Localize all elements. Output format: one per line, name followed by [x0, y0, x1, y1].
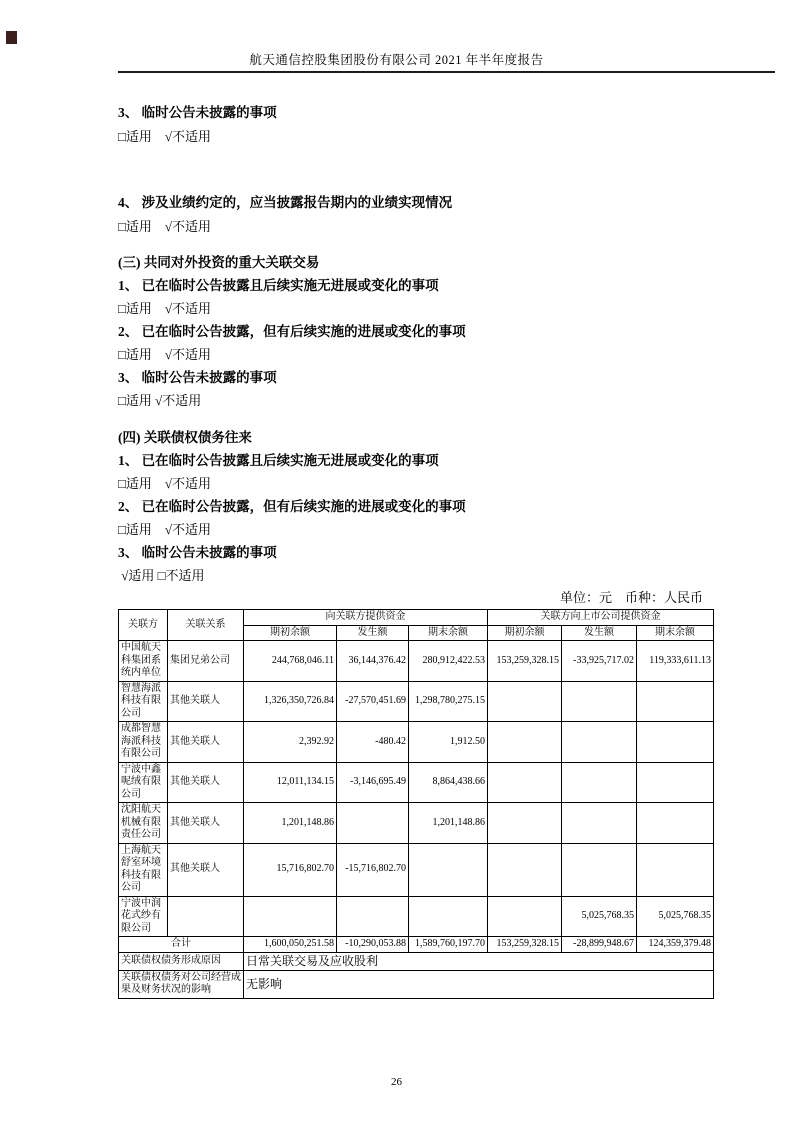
amount-cell [488, 843, 562, 896]
amount-cell [488, 722, 562, 763]
item-heading: 1、 已在临时公告披露且后续实施无进展或变化的事项 [118, 278, 439, 293]
table-row [119, 681, 714, 722]
applicability-line: □适用 √不适用 [118, 347, 211, 362]
group-header-funds-from-related: 关联方向上市公司提供资金 [488, 610, 714, 626]
total-amount-cell: 153,259,328.15 [488, 937, 562, 953]
section-heading: (四) 关联债权债务往来 [118, 430, 252, 445]
amount-cell [562, 843, 637, 896]
item-heading: 3、 临时公告未披露的事项 [118, 545, 277, 560]
party-name-cell: 中国航天科集团系统内单位 [119, 641, 168, 682]
amount-cell: 1,201,148.86 [244, 803, 337, 844]
col-header-relation: 关联关系 [168, 610, 244, 641]
amount-cell [337, 803, 409, 844]
relation-cell: 其他关联人 [168, 722, 244, 763]
item-heading: 3、 临时公告未披露的事项 [118, 370, 277, 385]
corner-mark [6, 31, 17, 44]
item-heading: 3、 临时公告未披露的事项 [118, 105, 277, 120]
amount-cell [637, 803, 714, 844]
impact-value: 无影响 [244, 970, 714, 998]
col-header-closing-balance: 期末余额 [637, 625, 714, 641]
relation-cell: 其他关联人 [168, 681, 244, 722]
relation-cell: 集团兄弟公司 [168, 641, 244, 682]
applicability-line: □适用 √不适用 [118, 129, 211, 144]
unit-currency-note: 单位：元 币种：人民币 [559, 590, 703, 605]
amount-cell [244, 896, 337, 937]
amount-cell: 1,912.50 [409, 722, 488, 763]
section-part-four [118, 426, 775, 587]
amount-cell: 5,025,768.35 [637, 896, 714, 937]
total-amount-cell: -28,899,948.67 [562, 937, 637, 953]
amount-cell [637, 843, 714, 896]
total-amount-cell: 124,359,379.48 [637, 937, 714, 953]
total-amount-cell: 1,600,050,251.58 [244, 937, 337, 953]
amount-cell [488, 762, 562, 803]
reason-row [119, 952, 714, 970]
table-row [119, 843, 714, 896]
applicability-line: □适用 √不适用 [118, 476, 211, 491]
amount-cell: 12,011,134.15 [244, 762, 337, 803]
table-row [119, 803, 714, 844]
impact-label: 关联债权债务对公司经营成果及财务状况的影响 [119, 970, 244, 998]
amount-cell [637, 762, 714, 803]
applicability-line: □适用 √不适用 [118, 219, 211, 234]
impact-row [119, 970, 714, 998]
amount-cell: 15,716,802.70 [244, 843, 337, 896]
party-name-cell: 宁波中润花式纱有限公司 [119, 896, 168, 937]
relation-cell: 其他关联人 [168, 843, 244, 896]
relation-cell [168, 896, 244, 937]
amount-cell [488, 803, 562, 844]
amount-cell [562, 762, 637, 803]
amount-cell [337, 896, 409, 937]
amount-cell: 36,144,376.42 [337, 641, 409, 682]
item-heading: 1、 已在临时公告披露且后续实施无进展或变化的事项 [118, 453, 439, 468]
amount-cell: 1,298,780,275.15 [409, 681, 488, 722]
amount-cell [488, 896, 562, 937]
amount-cell: 1,201,148.86 [409, 803, 488, 844]
page-number: 26 [391, 1076, 402, 1088]
amount-cell [562, 681, 637, 722]
item-heading: 2、 已在临时公告披露，但有后续实施的进展或变化的事项 [118, 499, 466, 514]
col-header-party: 关联方 [119, 610, 168, 641]
party-name-cell: 上海航天舒室环境科技有限公司 [119, 843, 168, 896]
amount-cell: 1,326,350,726.84 [244, 681, 337, 722]
amount-cell: -33,925,717.02 [562, 641, 637, 682]
item-heading: 2、 已在临时公告披露，但有后续实施的进展或变化的事项 [118, 324, 466, 339]
party-name-cell: 智慧海派科技有限公司 [119, 681, 168, 722]
amount-cell: 119,333,611.13 [637, 641, 714, 682]
amount-cell: 280,912,422.53 [409, 641, 488, 682]
amount-cell: 244,768,046.11 [244, 641, 337, 682]
amount-cell: -480.42 [337, 722, 409, 763]
amount-cell: -3,146,695.49 [337, 762, 409, 803]
page-header [118, 0, 775, 73]
page-content [118, 73, 775, 999]
table-row [119, 722, 714, 763]
item-heading: 4、 涉及业绩约定的，应当披露报告期内的业绩实现情况 [118, 195, 453, 210]
col-header-amount-incurred: 发生额 [562, 625, 637, 641]
party-name-cell: 成都智慧海派科技有限公司 [119, 722, 168, 763]
applicability-line: □适用 √不适用 [118, 393, 202, 408]
amount-cell: -15,716,802.70 [337, 843, 409, 896]
reason-label: 关联债权债务形成原因 [119, 952, 244, 970]
amount-cell: 8,864,438.66 [409, 762, 488, 803]
table-row [119, 762, 714, 803]
total-row [119, 937, 714, 953]
relation-cell: 其他关联人 [168, 803, 244, 844]
amount-cell [409, 843, 488, 896]
table-group-header-row [119, 610, 714, 626]
amount-cell [562, 803, 637, 844]
relation-cell: 其他关联人 [168, 762, 244, 803]
amount-cell: -27,570,451.69 [337, 681, 409, 722]
related-party-funds-table [118, 609, 714, 999]
col-header-amount-incurred: 发生额 [337, 625, 409, 641]
col-header-opening-balance: 期初余额 [488, 625, 562, 641]
applicability-line: √适用 □不适用 [118, 568, 205, 583]
reason-value: 日常关联交易及应收股利 [244, 952, 714, 970]
total-amount-cell: -10,290,053.88 [337, 937, 409, 953]
amount-cell [562, 722, 637, 763]
table-row [119, 896, 714, 937]
group-header-funds-to-related: 向关联方提供资金 [244, 610, 488, 626]
amount-cell: 153,259,328.15 [488, 641, 562, 682]
col-header-opening-balance: 期初余额 [244, 625, 337, 641]
party-name-cell: 宁波中鑫呢绒有限公司 [119, 762, 168, 803]
table-row [119, 641, 714, 682]
amount-cell [488, 681, 562, 722]
section-part-three [118, 251, 775, 412]
col-header-closing-balance: 期末余额 [409, 625, 488, 641]
amount-cell: 5,025,768.35 [562, 896, 637, 937]
amount-cell [637, 681, 714, 722]
amount-cell: 2,392.92 [244, 722, 337, 763]
section-heading: (三) 共同对外投资的重大关联交易 [118, 255, 320, 270]
amount-cell [637, 722, 714, 763]
applicability-line: □适用 √不适用 [118, 301, 211, 316]
amount-cell [409, 896, 488, 937]
party-name-cell: 沈阳航天机械有限责任公司 [119, 803, 168, 844]
applicability-line: □适用 √不适用 [118, 522, 211, 537]
total-amount-cell: 1,589,760,197.70 [409, 937, 488, 953]
total-label: 合计 [119, 937, 244, 953]
report-header-title: 航天通信控股集团股份有限公司 2021 年半年度报告 [249, 53, 544, 67]
